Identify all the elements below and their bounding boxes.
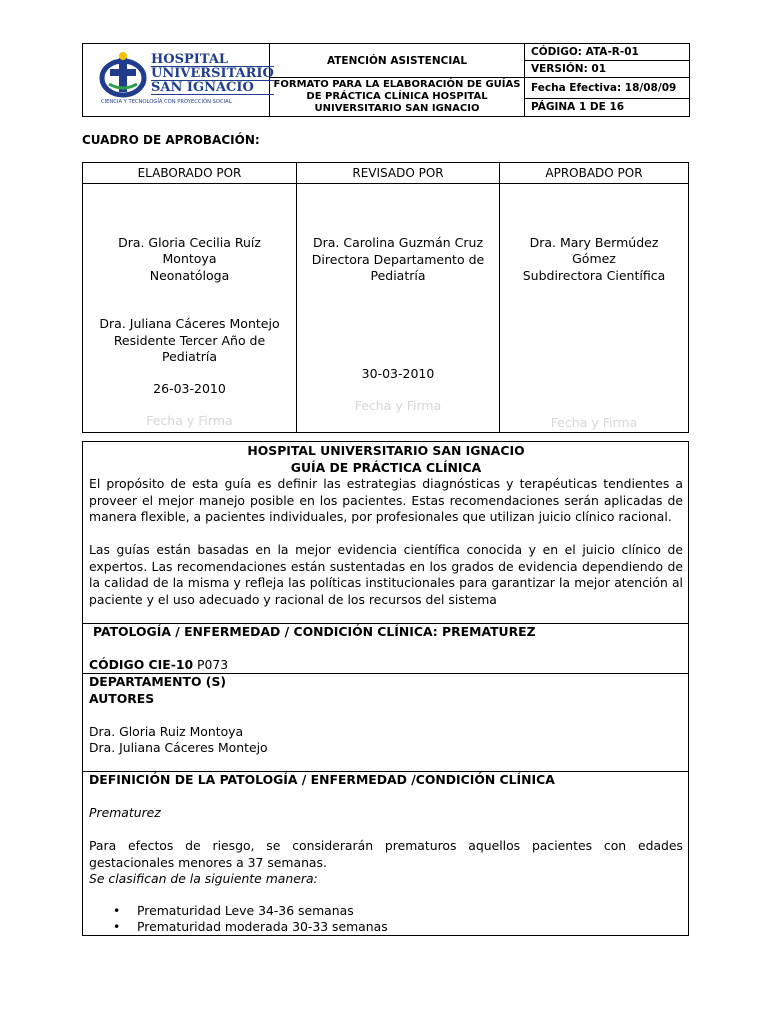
cie-label: CÓDIGO CIE-10 xyxy=(89,657,194,672)
guide-hospital: HOSPITAL UNIVERSITARIO SAN IGNACIO xyxy=(247,443,525,458)
aprobado-role: Subdirectora Científica xyxy=(522,268,666,283)
header-version: VERSIÓN: 01 xyxy=(525,61,690,78)
header-title: ATENCIÓN ASISTENCIAL xyxy=(270,44,525,78)
aprobado-sign: Fecha y Firma xyxy=(550,415,638,430)
definition-term: Prematurez xyxy=(89,805,161,820)
elaborado-person2-name: Dra. Juliana Cáceres Montejo xyxy=(99,316,280,331)
revisado-cell xyxy=(297,184,500,433)
guide-title: GUÍA DE PRÁCTICA CLÍNICA xyxy=(290,459,482,475)
cie-value: P073 xyxy=(197,657,229,672)
column-revisado: REVISADO POR xyxy=(297,163,500,184)
logo-line-3: SAN IGNACIO xyxy=(151,80,274,95)
revisado-name: Dra. Carolina Guzmán Cruz xyxy=(312,235,484,250)
header-effective-date: Fecha Efectiva: 18/08/09 xyxy=(525,78,690,99)
approval-table xyxy=(82,162,689,433)
pathology-label: PATOLOGÍA / ENFERMEDAD / CONDICIÓN CLÍNICA: PREMATUREZ xyxy=(93,624,536,639)
revisado-role: Directora Departamento de Pediatría xyxy=(311,252,485,283)
guide-paragraph-2: Las guías están basadas en la mejor evidencia científica conocida y en el juicio clínico de expertos. Las recomendaciones están sustentadas en los grados de evidencia dependiendo de la calidad de la misma y refleja las políticas institucionales para garantizar la mejor atención al paciente y el uso adecuado y racional de los recursos del sistema xyxy=(89,542,683,607)
author-2: Dra. Juliana Cáceres Montejo xyxy=(89,740,268,755)
revisado-sign: Fecha y Firma xyxy=(354,398,442,413)
logo-line-2: UNIVERSITARIO xyxy=(151,66,274,81)
elaborado-sign: Fecha y Firma xyxy=(146,413,233,428)
logo-tagline: CIENCIA Y TECNOLOGÍA CON PROYECCIÓN SOCIAL xyxy=(101,99,232,105)
classification-intro: Se clasifican de la siguiente manera: xyxy=(89,871,318,886)
revisado-date: 30-03-2010 xyxy=(361,366,435,381)
author-1: Dra. Gloria Ruiz Montoya xyxy=(89,723,244,739)
approval-section-title: CUADRO DE APROBACIÓN: xyxy=(82,133,260,147)
bullet-icon: • xyxy=(113,903,121,918)
elaborado-person2-role: Residente Tercer Año de Pediatría xyxy=(113,333,266,364)
department-label: DEPARTAMENTO (S) xyxy=(89,674,227,689)
hospital-logo xyxy=(83,44,274,117)
column-aprobado: APROBADO POR xyxy=(500,163,689,184)
header-subtitle: FORMATO PARA LA ELABORACIÓN DE GUÍAS DE PRÁCTICA CLÍNICA HOSPITAL UNIVERSITARIO SAN IGNACIO xyxy=(270,78,525,117)
clinical-guide-box xyxy=(82,441,689,936)
definition-label: DEFINICIÓN DE LA PATOLOGÍA / ENFERMEDAD /CONDICIÓN CLÍNICA xyxy=(89,772,555,787)
logo-line-1: HOSPITAL xyxy=(151,52,229,67)
elaborado-cell xyxy=(83,184,297,433)
elaborado-person1-name: Dra. Gloria Cecilia Ruíz Montoya xyxy=(118,235,261,266)
header-page: PÁGINA 1 DE 16 xyxy=(525,98,690,117)
document-header xyxy=(82,43,690,117)
authors-label: AUTORES xyxy=(89,690,155,706)
guide-paragraph-1: El propósito de esta guía es definir las estrategias diagnósticas y terapéuticas tendientes a proveer el mejor manejo posible en los pacientes. Estas recomendaciones serán aplicadas de manera flexible, a pacientes individuales, por profesionales que utilizan juicio clínico racional. xyxy=(89,476,683,524)
header-code: CÓDIGO: ATA-R-01 xyxy=(525,44,690,61)
definition-text: Para efectos de riesgo, se considerarán prematuros aquellos pacientes con edades gestacionales menores a 37 semanas. xyxy=(89,838,683,870)
classification-item-2: Prematuridad moderada 30-33 semanas xyxy=(137,919,388,934)
elaborado-person1-role: Neonatóloga xyxy=(149,268,230,283)
classification-item-1: Prematuridad Leve 34-36 semanas xyxy=(137,903,354,918)
aprobado-cell xyxy=(500,184,689,433)
elaborado-date: 26-03-2010 xyxy=(153,381,226,396)
bullet-icon: • xyxy=(113,919,121,934)
aprobado-name: Dra. Mary Bermúdez Gómez xyxy=(529,235,659,266)
column-elaborado: ELABORADO POR xyxy=(83,163,297,184)
